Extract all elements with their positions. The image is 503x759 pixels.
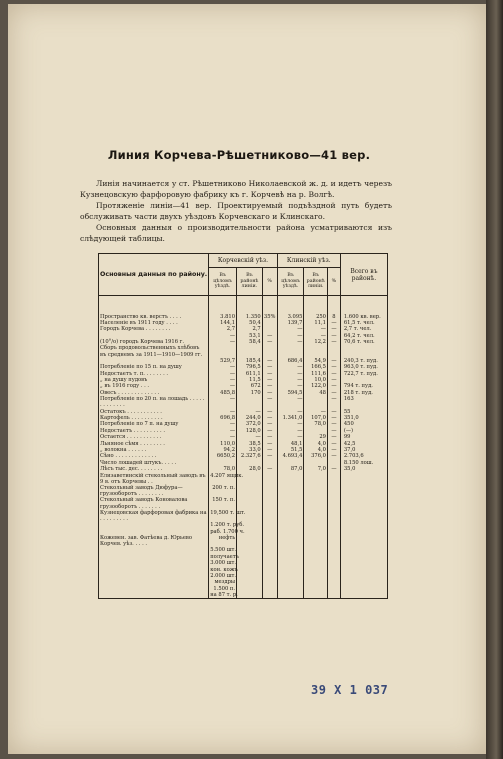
korchevsky-pct: — (262, 396, 277, 408)
region-total: 35,0 (340, 466, 387, 472)
korchevsky-region: 244,0 (237, 415, 263, 421)
region-total: 70,6 т. чел. (340, 339, 387, 345)
korchevsky-pct: — (262, 390, 277, 396)
klinsky-county (277, 345, 304, 357)
korchevsky-county: 6650,2 (209, 453, 237, 459)
klinsky-region (304, 485, 328, 497)
korchevsky-region: 372,0 (237, 421, 263, 427)
klinsky-region: — (304, 333, 328, 339)
table-spacer-row (99, 296, 388, 314)
klinsky-pct: — (327, 415, 340, 421)
korchevsky-county: — (209, 377, 237, 383)
korchevsky-county: 2,7 (209, 326, 237, 332)
klinsky-region (304, 510, 328, 522)
row-label: Недостаетъ . . . . . . . . . . (99, 428, 209, 434)
korchevsky-pct: — (262, 371, 277, 377)
klinsky-county: 139,7 (277, 320, 304, 326)
header-k-region: Въ районѣ линіи. (237, 268, 263, 296)
row-label: Льняное сѣмя . . . . . . . . (99, 441, 209, 447)
spacer-cell (209, 296, 237, 314)
table-row (99, 485, 388, 497)
spacer-cell (327, 296, 340, 314)
korchevsky-region: — (237, 409, 263, 415)
korchevsky-region: 53,1 (237, 333, 263, 339)
region-total: 2.703,6 (340, 453, 387, 459)
klinsky-county (277, 473, 304, 485)
korchevsky-county: 696,8 (209, 415, 237, 421)
korchevsky-pct: — (262, 364, 277, 370)
klinsky-region: 111,6 (304, 371, 328, 377)
page-title: Линия Корчева-Рѣшетниково—41 вер. (107, 148, 371, 162)
korchevsky-pct (262, 510, 277, 522)
klinsky-pct: 8 (327, 314, 340, 320)
korchevsky-county: 1.500 п. (209, 586, 237, 592)
klinsky-pct: — (327, 390, 340, 396)
korchevsky-county: — (209, 364, 237, 370)
klinsky-region: 48 (304, 390, 328, 396)
klinsky-region: 250 (304, 314, 328, 320)
korchevsky-pct: — (262, 466, 277, 472)
korchevsky-region: 11,5 (237, 377, 263, 383)
klinsky-region: 4,0 (304, 441, 328, 447)
klinsky-pct (327, 510, 340, 522)
klinsky-county: 87,0 (277, 466, 304, 472)
korchevsky-region (237, 485, 263, 497)
klinsky-region (304, 473, 328, 485)
korchevsky-county: 144,1 (209, 320, 237, 326)
klinsky-county (277, 510, 304, 522)
klinsky-region: 11,1 (304, 320, 328, 326)
klinsky-region: 7,0 (304, 466, 328, 472)
klinsky-region (304, 396, 328, 408)
klinsky-county: — (277, 409, 304, 415)
klinsky-region: 29 (304, 434, 328, 440)
korchevsky-county: 3.000 шт. (210, 560, 237, 567)
korchevsky-pct (262, 473, 277, 485)
row-label: Сѣно . . . . . . . . . . . . . (99, 453, 209, 459)
row-label: „ волокна . . . . . . (99, 447, 209, 453)
header-l-county: Въ цѣломъ уѣздѣ. (277, 268, 304, 296)
klinsky-region: 107,0 (304, 415, 328, 421)
region-total (340, 510, 387, 522)
korchevsky-pct (262, 497, 277, 509)
klinsky-pct: — (327, 326, 340, 332)
region-total: 240,3 т. пуд. (340, 358, 387, 364)
klinsky-region: 376,0 (304, 453, 328, 459)
korchevsky-county: — (209, 371, 237, 377)
region-total (340, 485, 387, 497)
korchevsky-county: — (209, 396, 237, 408)
table-row (99, 396, 388, 408)
korchevsky-pct: — (262, 339, 277, 345)
header-total: Всего въ районѣ. (340, 254, 387, 296)
spacer-cell (262, 296, 277, 314)
region-total: 722,7 т. пуд. (340, 371, 387, 377)
korchevsky-pct (262, 485, 277, 497)
region-total: 163 (340, 396, 387, 408)
klinsky-county: — (277, 333, 304, 339)
klinsky-county: — (277, 339, 304, 345)
korchevsky-county: нефть (209, 535, 237, 547)
klinsky-county: 48,1 (277, 441, 304, 447)
region-total (340, 497, 387, 509)
row-label: Овесъ . . . . . . . . . . . . . (99, 390, 209, 396)
korchevsky-region: 2,7 (237, 326, 263, 332)
korchevsky-pct: — (262, 377, 277, 383)
row-label: Пространство кв. верстъ . . . . (99, 314, 209, 320)
klinsky-county: — (277, 428, 304, 434)
book-spine (486, 0, 503, 759)
korchevsky-region: 672 (237, 383, 263, 389)
klinsky-region (304, 592, 328, 599)
korchevsky-pct: — (262, 441, 277, 447)
klinsky-pct: — (327, 396, 340, 408)
klinsky-pct: — (327, 383, 340, 389)
korchevsky-region: 796,5 (237, 364, 263, 370)
klinsky-county: — (277, 421, 304, 427)
region-total: 99 (340, 434, 387, 440)
klinsky-county: — (277, 371, 304, 377)
klinsky-county: 594,5 (277, 390, 304, 396)
klinsky-pct (327, 473, 340, 485)
header-l-pct: % (327, 268, 340, 296)
korchevsky-county: 2.000 шт. (210, 572, 237, 579)
korchevsky-region: 2.327,6 (237, 453, 263, 459)
klinsky-region (304, 535, 328, 547)
region-total: (—) (340, 428, 387, 434)
klinsky-county: — (277, 396, 304, 408)
klinsky-county: — (277, 364, 304, 370)
header-k-county: Въ цѣломъ уѣздѣ. (209, 268, 237, 296)
table-body (99, 296, 388, 599)
korchevsky-region: 38,5 (237, 441, 263, 447)
table-row (99, 473, 388, 485)
korchevsky-region: 50,4 (237, 320, 263, 326)
klinsky-county: — (277, 383, 304, 389)
row-label (99, 592, 209, 599)
row-label: Потребленіе по 7 п. на душу (99, 421, 209, 427)
korchevsky-county: раб. 1.700 ч. (210, 528, 245, 535)
region-total (340, 473, 387, 485)
row-label: Число лошадей штукъ. . . . . (99, 460, 209, 466)
region-total: 61,5 т. чел. (340, 320, 387, 326)
klinsky-county (277, 497, 304, 509)
korchevsky-county: 19,500 т. шт. (209, 510, 237, 522)
korchevsky-pct: — (262, 409, 277, 415)
korchevsky-county: 485,8 (209, 390, 237, 396)
klinsky-region: 78,0 (304, 421, 328, 427)
table-row (99, 535, 388, 547)
paragraph-intro: Линія начинается у ст. Рѣшетниково Николаевской ж. д. и идетъ черезъ Кузнецовскую фарфоровую фабрику къ г. Корчевѣ на р. Волгѣ. (80, 179, 392, 199)
header-k-pct: % (262, 268, 277, 296)
table-row (99, 510, 388, 522)
row-label: Стекольный заводъ Дюфура—грузооборотъ . . . . . . . . (99, 485, 209, 497)
paragraph-length: Протяженіе линіи—41 вер. Проектируемый подъѣздной путь будетъ обслуживать части двухъ уѣздовъ Корчевскаго и Клинскаго. (80, 201, 392, 221)
klinsky-pct: — (327, 377, 340, 383)
korchevsky-pct: 35% (263, 313, 276, 320)
korchevsky-pct: — (262, 428, 277, 434)
table-row (99, 592, 388, 599)
klinsky-county (277, 592, 304, 599)
klinsky-pct: — (327, 453, 340, 459)
klinsky-pct (327, 497, 340, 509)
korchevsky-pct: — (262, 434, 277, 440)
row-label: „ въ 1916 году . . . (99, 383, 209, 389)
row-label: Остатокъ . . . . . . . . . . . (99, 409, 209, 415)
korchevsky-region (237, 345, 263, 357)
row-label: Остается . . . . . . . . . . . (99, 434, 209, 440)
klinsky-county: — (277, 434, 304, 440)
korchevsky-region (237, 535, 263, 547)
klinsky-pct (327, 535, 340, 547)
korchevsky-region: 128,0 (237, 428, 263, 434)
row-label: „ на душу пудовъ (99, 377, 209, 383)
korchevsky-county: получаетъ (210, 553, 239, 560)
region-total (340, 535, 387, 547)
klinsky-region: 10,0 (304, 377, 328, 383)
klinsky-pct: — (327, 434, 340, 440)
korchevsky-county: 4.207 ящик. (209, 473, 237, 485)
klinsky-region: 122,0 (304, 383, 328, 389)
header-klinsky: Клинскій уѣз. (277, 254, 340, 268)
row-label: Елизаветинскій стекольный заводъ въ 9 в. отъ Корчевы . . (99, 473, 209, 485)
klinsky-pct: — (327, 371, 340, 377)
spacer-cell (304, 296, 328, 314)
korchevsky-region: 611,1 (237, 371, 263, 377)
korchevsky-county: — (209, 421, 237, 427)
klinsky-pct (327, 592, 340, 599)
klinsky-pct: — (327, 364, 340, 370)
region-total: 794 т. пуд. (340, 383, 387, 389)
korchevsky-region: 170 (237, 390, 263, 396)
korchevsky-pct: — (262, 333, 277, 339)
klinsky-county: 686,4 (277, 358, 304, 364)
korchevsky-region: 1.350 (237, 314, 263, 320)
klinsky-pct: — (327, 466, 340, 472)
klinsky-county: 51,5 (277, 447, 304, 453)
korchevsky-pct: — (262, 453, 277, 459)
table-row (99, 497, 388, 509)
region-total: 218 т. пуд. (340, 390, 387, 396)
korchevsky-county: 110,0 (209, 441, 237, 447)
spacer-cell (99, 296, 209, 314)
klinsky-county: 1.341,0 (277, 415, 304, 421)
row-label: Городъ Корчева . . . . . . . . (99, 326, 209, 332)
paragraph-table-intro: Основныя данныя о производительности района усматриваются изъ слѣдующей таблицы. (80, 223, 392, 243)
korchevsky-pct (262, 345, 277, 357)
korchevsky-county: 3.810 (209, 314, 237, 320)
korchevsky-region (237, 396, 263, 408)
region-total: 351,0 (340, 415, 387, 421)
row-label: Кузнецовская фарфоровая фабрика на . . . . . . . . . (99, 510, 209, 522)
klinsky-pct: — (327, 333, 340, 339)
klinsky-region (304, 345, 328, 357)
row-label: Кожевен. зав. Фатѣева д. Юрьево Корчев. уѣз. . . . . (99, 535, 209, 547)
region-total: 55 (340, 409, 387, 415)
korchevsky-county: 94,2 (209, 447, 237, 453)
korchevsky-county: — (209, 434, 237, 440)
korchevsky-region (237, 497, 263, 509)
header-l-region: Въ районѣ линіи. (304, 268, 328, 296)
klinsky-pct: — (327, 441, 340, 447)
korchevsky-county: кон. кожъ (210, 566, 238, 573)
korchevsky-county: 150 т. п. (209, 497, 237, 509)
klinsky-region: 166,5 (304, 364, 328, 370)
klinsky-county: — (277, 326, 304, 332)
row-label: Потребленіе по 15 п. на душу (99, 364, 209, 370)
header-korchevsky: Корчевскій уѣз. (209, 254, 277, 268)
korchevsky-county: 529,7 (209, 358, 237, 364)
header-main: Основныя данныя по району. (99, 254, 209, 296)
korchevsky-county: 78,0 (209, 466, 237, 472)
korchevsky-pct: — (262, 358, 277, 364)
korchevsky-region: 33,0 (237, 447, 263, 453)
klinsky-pct: — (327, 428, 340, 434)
klinsky-pct: — (327, 358, 340, 364)
region-total (340, 345, 387, 357)
table-row (99, 453, 388, 459)
region-total: 8.150 лош. (340, 460, 387, 466)
region-total: 42,5 (340, 441, 387, 447)
klinsky-pct: — (327, 339, 340, 345)
klinsky-pct (327, 345, 340, 357)
klinsky-pct (327, 485, 340, 497)
spacer-cell (237, 296, 263, 314)
korchevsky-pct (262, 535, 277, 547)
klinsky-county: 4.693,4 (277, 453, 304, 459)
row-label: Сборъ продовольственныхъ хлѣбовъ въ среднемъ за 1911—1910—1909 гг. (99, 345, 209, 357)
klinsky-pct: — (327, 421, 340, 427)
spacer-cell (277, 296, 304, 314)
korchevsky-pct: — (262, 421, 277, 427)
klinsky-county: — (277, 377, 304, 383)
row-label: Стекольный заводъ Коновалова грузооборотъ . . . . . . . (99, 497, 209, 509)
korchevsky-pct: — (262, 383, 277, 389)
korchevsky-region (237, 592, 263, 599)
korchevsky-county: — (209, 409, 237, 415)
region-total: 2,7 т. чел. (340, 326, 387, 332)
korchevsky-region: 58,4 (237, 339, 263, 345)
row-label: (10°/о) городъ Корчева 1916 г. (99, 339, 209, 345)
korchevsky-county: — (209, 383, 237, 389)
klinsky-region: — (304, 326, 328, 332)
klinsky-pct: — (327, 320, 340, 326)
klinsky-region: 12,2 (304, 339, 328, 345)
region-total: 1.600 кв. вер. (340, 314, 387, 320)
korchevsky-pct: — (262, 415, 277, 421)
row-label: Населеніе въ 1911 году . . . . (99, 320, 209, 326)
row-label: Недостаетъ т. п. . . . . . . . (99, 371, 209, 377)
korchevsky-county: — (209, 333, 237, 339)
region-total: 963,0 т. пуд. (340, 364, 387, 370)
library-stamp: 39 X 1 037 (311, 683, 389, 697)
row-label: Потребленіе по 20 п. на лошадь . . . . . . . . . . . . . (99, 396, 209, 408)
korchevsky-county (209, 345, 237, 357)
korchevsky-county: на 87 т. р. (210, 592, 238, 599)
klinsky-county: 3.095 (277, 314, 304, 320)
region-total: 450 (340, 421, 387, 427)
klinsky-county (277, 535, 304, 547)
korchevsky-county: 200 т. п. (209, 485, 237, 497)
klinsky-county (277, 485, 304, 497)
klinsky-region: — (304, 409, 328, 415)
korchevsky-region: 185,4 (237, 358, 263, 364)
region-total: 64,2 т. чел. (340, 333, 387, 339)
klinsky-region (304, 497, 328, 509)
klinsky-region: 54,9 (304, 358, 328, 364)
klinsky-pct: — (327, 409, 340, 415)
korchevsky-county: 1.200 т. руб. (210, 522, 245, 529)
row-label: Картофель . . . . . . . . . . (99, 415, 209, 421)
table-row (99, 345, 388, 357)
regional-data-table (98, 253, 388, 599)
korchevsky-county: 5.500 шт. (210, 547, 237, 554)
region-total (340, 592, 387, 599)
korchevsky-pct: — (262, 447, 277, 453)
spacer-cell (340, 296, 387, 314)
korchevsky-county: мездры (209, 579, 237, 585)
row-label: Лѣсъ тыс. дес. . . . . . . . (99, 466, 209, 472)
korchevsky-region: — (237, 434, 263, 440)
klinsky-region: 4,0 (304, 447, 328, 453)
klinsky-pct: — (327, 447, 340, 453)
korchevsky-county: — (209, 428, 237, 434)
korchevsky-county: — (209, 339, 237, 345)
korchevsky-region: 28,0 (237, 466, 263, 472)
region-total: 37,0 (340, 447, 387, 453)
korchevsky-pct (262, 592, 277, 599)
